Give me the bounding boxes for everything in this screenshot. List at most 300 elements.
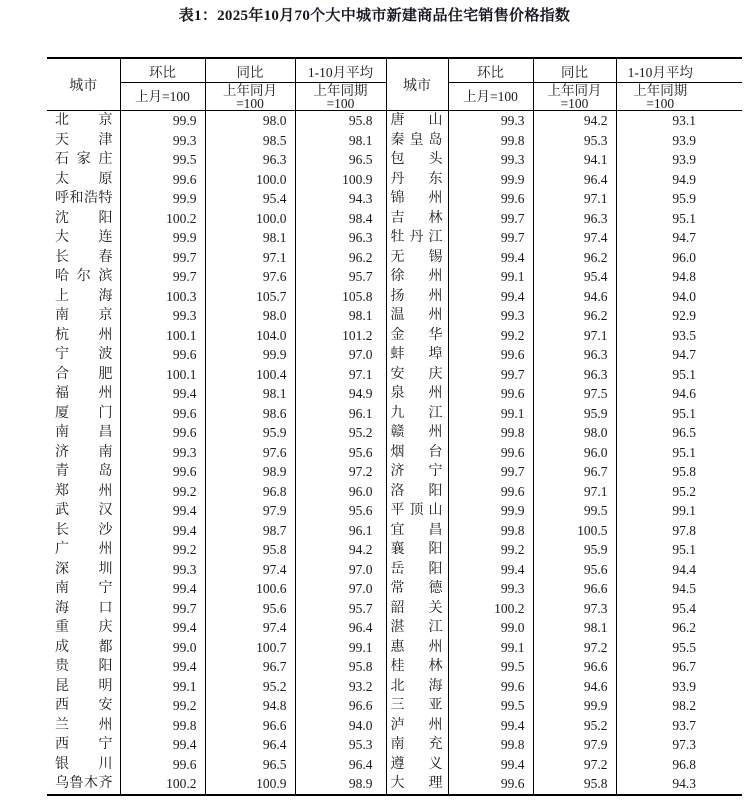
city-cell	[386, 209, 448, 229]
avg-value: 97.8	[672, 522, 696, 538]
city-name: 贵 阳	[55, 659, 113, 674]
mom-value: 99.4	[120, 657, 205, 677]
avg-base-line2: =100	[326, 95, 355, 111]
mom-value: 100.3	[120, 287, 205, 307]
avg-value: 93.5	[672, 327, 696, 343]
avg-value: 101.2	[295, 326, 386, 346]
mom-value: 99.4	[120, 579, 205, 599]
avg-value: 94.0	[672, 288, 696, 304]
avg-value: 96.1	[295, 404, 386, 424]
city-name: 大 连	[55, 230, 113, 245]
header-avg-base-left	[295, 83, 386, 111]
mom-value: 99.7	[448, 209, 533, 229]
avg-value: 96.7	[672, 659, 696, 674]
yoy-value: 98.9	[205, 462, 295, 482]
city-cell	[47, 443, 120, 463]
city-name: 宁 波	[55, 347, 113, 362]
city-cell	[47, 423, 120, 443]
yoy-value: 98.7	[205, 521, 295, 541]
table-row	[47, 345, 742, 365]
table-row	[47, 150, 742, 170]
avg-value: 95.3	[295, 735, 386, 755]
table-row	[47, 482, 742, 502]
yoy-value: 96.7	[533, 462, 616, 482]
city-cell	[386, 462, 448, 482]
avg-value: 96.2	[295, 248, 386, 268]
avg-value: 97.0	[295, 345, 386, 365]
yoy-base-line1: 上年同月	[223, 82, 277, 98]
avg-base-line1: 上年同期	[313, 82, 368, 98]
table-row	[47, 462, 742, 482]
mom-value: 99.7	[120, 248, 205, 268]
yoy-value: 94.8	[205, 696, 295, 716]
mom-value: 99.4	[120, 618, 205, 638]
mom-value: 99.8	[448, 423, 533, 443]
yoy-value: 100.5	[533, 521, 616, 541]
city-name: 湛 江	[390, 620, 443, 635]
avg-value: 96.6	[295, 696, 386, 716]
avg-value: 95.1	[672, 210, 696, 226]
yoy-value: 95.9	[533, 404, 616, 424]
city-cell	[47, 326, 120, 346]
city-name: 太 原	[55, 171, 113, 187]
mom-value: 99.7	[120, 267, 205, 287]
city-cell	[47, 404, 120, 424]
mom-value: 99.3	[120, 443, 205, 463]
mom-value: 99.1	[448, 404, 533, 424]
mom-value: 99.5	[448, 657, 533, 677]
city-cell	[386, 287, 448, 307]
city-cell	[386, 540, 448, 560]
yoy-value: 97.9	[533, 735, 616, 755]
avg-value: 95.7	[295, 267, 386, 287]
table-row	[47, 735, 742, 755]
avg-value: 98.9	[295, 774, 386, 795]
price-index-table-wrap	[47, 57, 742, 796]
yoy-value: 99.9	[533, 696, 616, 716]
yoy-value: 105.7	[205, 287, 295, 307]
city-cell	[47, 482, 120, 502]
city-name: 郑 州	[55, 483, 113, 499]
mom-value: 99.2	[448, 326, 533, 346]
city-cell	[47, 267, 120, 287]
mom-value: 99.5	[120, 150, 205, 170]
mom-value: 99.4	[120, 384, 205, 404]
mom-value: 99.9	[120, 189, 205, 209]
mom-value: 99.1	[448, 267, 533, 287]
yoy-value: 97.4	[205, 618, 295, 638]
city-name: 桂 林	[390, 659, 443, 674]
city-cell	[386, 267, 448, 287]
avg-value: 98.1	[295, 306, 386, 326]
price-index-table	[47, 57, 742, 796]
yoy-value: 96.4	[205, 735, 295, 755]
mom-value: 99.6	[120, 755, 205, 775]
avg-value: 98.1	[295, 131, 386, 151]
yoy-value: 95.2	[533, 716, 616, 736]
city-cell	[386, 482, 448, 502]
mom-value: 99.4	[448, 560, 533, 580]
city-cell	[386, 521, 448, 541]
city-cell	[47, 755, 120, 775]
city-name: 天 津	[55, 132, 113, 148]
city-name: 济 宁	[390, 464, 443, 479]
city-name: 兰 州	[55, 717, 113, 733]
mom-value: 100.1	[120, 365, 205, 385]
yoy-value: 97.3	[533, 599, 616, 619]
city-name: 石 家 庄	[55, 152, 113, 167]
city-cell	[386, 560, 448, 580]
city-cell	[386, 774, 448, 795]
city-name: 温 州	[390, 308, 443, 323]
table-row	[47, 696, 742, 716]
mom-value: 99.3	[448, 579, 533, 599]
table-row	[47, 267, 742, 287]
yoy-value: 95.8	[533, 774, 616, 795]
avg-base-line2: =100	[646, 95, 675, 111]
mom-value: 99.1	[448, 638, 533, 658]
header-mom-right: 环比	[448, 58, 533, 83]
city-name: 包 头	[390, 152, 443, 167]
city-cell	[47, 209, 120, 229]
mom-value: 99.6	[120, 345, 205, 365]
avg-value: 97.0	[295, 560, 386, 580]
mom-value: 99.6	[448, 189, 533, 209]
city-cell	[47, 540, 120, 560]
table-row	[47, 599, 742, 619]
table-row	[47, 326, 742, 346]
city-name: 昆 明	[55, 678, 113, 694]
yoy-value: 96.6	[205, 716, 295, 736]
city-name: 济 南	[55, 444, 113, 460]
avg-value: 94.3	[672, 776, 696, 791]
city-cell	[47, 248, 120, 268]
mom-value: 99.4	[448, 287, 533, 307]
avg-value: 95.4	[672, 600, 696, 616]
city-cell	[386, 423, 448, 443]
table-row	[47, 579, 742, 599]
city-name: 襄 阳	[390, 542, 443, 557]
city-name: 无 锡	[390, 249, 443, 265]
city-cell	[47, 696, 120, 716]
city-name: 南 宁	[55, 581, 113, 596]
city-name: 岳 阳	[390, 561, 443, 577]
avg-value: 97.3	[672, 737, 696, 752]
city-name: 金 华	[390, 327, 443, 343]
mom-value: 99.8	[448, 521, 533, 541]
mom-value: 99.7	[448, 462, 533, 482]
city-cell	[386, 189, 448, 209]
city-cell	[47, 111, 120, 131]
yoy-value: 95.4	[533, 267, 616, 287]
city-cell	[47, 170, 120, 190]
mom-value: 99.6	[120, 170, 205, 190]
city-cell	[386, 735, 448, 755]
mom-value: 99.4	[448, 248, 533, 268]
avg-value: 94.4	[672, 561, 696, 577]
mom-value: 99.9	[120, 111, 205, 131]
city-name: 丹 东	[390, 171, 443, 187]
yoy-base-line1: 上年同月	[547, 82, 602, 98]
mom-value: 99.8	[448, 131, 533, 151]
mom-value: 99.7	[448, 228, 533, 248]
mom-value: 99.2	[120, 696, 205, 716]
city-cell	[386, 618, 448, 638]
avg-value: 93.9	[672, 152, 696, 167]
mom-value: 99.2	[448, 540, 533, 560]
yoy-value: 98.6	[205, 404, 295, 424]
city-name: 安 庆	[390, 366, 443, 382]
city-name: 牡 丹 江	[390, 230, 443, 245]
yoy-value: 96.3	[533, 209, 616, 229]
yoy-value: 96.8	[205, 482, 295, 502]
mom-value: 99.2	[120, 540, 205, 560]
header-city-left: 城市	[47, 58, 120, 111]
mom-value: 100.1	[120, 326, 205, 346]
avg-value: 95.8	[295, 111, 386, 131]
mom-value: 99.9	[448, 170, 533, 190]
table-row	[47, 560, 742, 580]
city-cell	[47, 579, 120, 599]
city-name: 厦 门	[55, 405, 113, 421]
header-mom-left: 环比	[120, 58, 205, 83]
city-name: 三 亚	[390, 698, 443, 713]
mom-value: 99.8	[120, 716, 205, 736]
mom-value: 99.1	[120, 677, 205, 697]
yoy-value: 104.0	[205, 326, 295, 346]
yoy-value: 94.1	[533, 150, 616, 170]
table-row	[47, 404, 742, 424]
mom-value: 99.6	[448, 677, 533, 697]
city-name: 杭 州	[55, 327, 113, 343]
yoy-value: 97.1	[533, 482, 616, 502]
avg-value: 93.9	[672, 678, 696, 694]
avg-value: 96.8	[672, 756, 696, 772]
yoy-value: 100.4	[205, 365, 295, 385]
header-avg-right: 1-10月平均	[616, 58, 742, 83]
header-mom-base-left: 上月=100	[120, 83, 205, 111]
yoy-value: 96.6	[533, 657, 616, 677]
yoy-value: 96.4	[533, 170, 616, 190]
avg-value: 96.1	[295, 521, 386, 541]
city-name: 沈 阳	[55, 210, 113, 226]
avg-value: 94.5	[672, 581, 696, 596]
avg-value: 94.3	[295, 189, 386, 209]
mom-value: 99.6	[120, 404, 205, 424]
city-cell	[386, 326, 448, 346]
yoy-value: 96.3	[533, 365, 616, 385]
yoy-value: 100.9	[205, 774, 295, 795]
city-name: 南 昌	[55, 425, 113, 440]
city-name: 平 顶 山	[390, 503, 443, 518]
city-cell	[386, 365, 448, 385]
city-cell	[386, 306, 448, 326]
yoy-value: 95.6	[205, 599, 295, 619]
city-cell	[386, 638, 448, 658]
city-cell	[386, 345, 448, 365]
table-header	[47, 58, 742, 111]
city-name: 徐 州	[390, 269, 443, 284]
header-mom-base-right: 上月=100	[448, 83, 533, 111]
city-cell	[47, 384, 120, 404]
table-row	[47, 131, 742, 151]
city-cell	[386, 228, 448, 248]
table-row	[47, 540, 742, 560]
city-cell	[47, 599, 120, 619]
avg-value: 100.9	[295, 170, 386, 190]
avg-value: 96.0	[672, 249, 696, 265]
city-name: 洛 阳	[390, 483, 443, 499]
avg-value: 97.0	[295, 579, 386, 599]
yoy-value: 97.2	[533, 638, 616, 658]
yoy-value: 98.1	[533, 618, 616, 638]
yoy-value: 96.3	[205, 150, 295, 170]
city-cell	[47, 228, 120, 248]
city-name: 长 春	[55, 249, 113, 265]
table-row	[47, 209, 742, 229]
yoy-value: 95.9	[205, 423, 295, 443]
avg-value: 94.9	[672, 171, 696, 187]
city-cell	[47, 462, 120, 482]
avg-value: 94.7	[672, 347, 696, 362]
avg-value: 94.8	[672, 269, 696, 284]
city-cell	[47, 716, 120, 736]
yoy-value: 98.1	[205, 384, 295, 404]
avg-value: 93.9	[672, 132, 696, 148]
mom-value: 99.3	[120, 131, 205, 151]
city-name: 武 汉	[55, 503, 113, 518]
mom-value: 99.3	[448, 306, 533, 326]
city-cell	[386, 755, 448, 775]
avg-value: 95.1	[672, 405, 696, 421]
city-cell	[47, 521, 120, 541]
yoy-value: 99.9	[205, 345, 295, 365]
avg-value: 93.1	[672, 113, 696, 128]
table-row	[47, 657, 742, 677]
city-cell	[47, 150, 120, 170]
table-row	[47, 287, 742, 307]
city-cell	[47, 618, 120, 638]
avg-value: 95.8	[672, 464, 696, 479]
city-name: 成 都	[55, 639, 113, 655]
avg-value: 93.7	[672, 717, 696, 733]
avg-value: 98.4	[295, 209, 386, 229]
city-cell	[386, 677, 448, 697]
table-row	[47, 774, 742, 795]
avg-value: 96.4	[295, 755, 386, 775]
city-name: 哈 尔 滨	[55, 269, 113, 284]
avg-value: 96.5	[295, 150, 386, 170]
avg-value: 98.2	[672, 698, 696, 713]
avg-value: 97.1	[295, 365, 386, 385]
mom-value: 99.0	[448, 618, 533, 638]
table-row	[47, 306, 742, 326]
city-cell	[47, 677, 120, 697]
yoy-value: 97.6	[205, 267, 295, 287]
city-name: 福 州	[55, 386, 113, 401]
city-cell	[386, 111, 448, 131]
table-row	[47, 384, 742, 404]
city-cell	[47, 345, 120, 365]
city-name: 吉 林	[390, 210, 443, 226]
city-cell	[47, 638, 120, 658]
avg-value: 105.8	[295, 287, 386, 307]
table-row	[47, 638, 742, 658]
city-cell	[386, 384, 448, 404]
header-yoy-base-left	[205, 83, 295, 111]
city-cell	[386, 599, 448, 619]
city-name: 宜 昌	[390, 522, 443, 538]
city-name: 呼 和 浩 特	[55, 191, 113, 206]
yoy-value: 94.6	[533, 677, 616, 697]
city-name: 南 京	[55, 308, 113, 323]
table-row	[47, 111, 742, 131]
yoy-value: 100.0	[205, 209, 295, 229]
yoy-value: 98.5	[205, 131, 295, 151]
mom-value: 99.4	[448, 755, 533, 775]
yoy-value: 96.5	[205, 755, 295, 775]
avg-value: 95.5	[672, 639, 696, 655]
city-cell	[47, 365, 120, 385]
avg-value: 96.3	[295, 228, 386, 248]
table-row	[47, 716, 742, 736]
city-name: 长 沙	[55, 522, 113, 538]
city-cell	[386, 579, 448, 599]
city-cell	[47, 735, 120, 755]
mom-value: 99.9	[120, 228, 205, 248]
mom-value: 99.4	[120, 521, 205, 541]
yoy-value: 97.1	[533, 189, 616, 209]
yoy-value: 96.6	[533, 579, 616, 599]
city-name: 锦 州	[390, 191, 443, 206]
avg-value: 97.2	[295, 462, 386, 482]
mom-value: 99.7	[448, 365, 533, 385]
mom-value: 99.7	[120, 599, 205, 619]
avg-value: 92.9	[672, 308, 696, 323]
yoy-value: 94.2	[533, 111, 616, 131]
city-cell	[386, 248, 448, 268]
city-cell	[47, 189, 120, 209]
mom-value: 100.2	[120, 209, 205, 229]
avg-value: 95.1	[672, 542, 696, 557]
avg-value: 96.4	[295, 618, 386, 638]
mom-value: 99.5	[448, 696, 533, 716]
city-cell	[386, 443, 448, 463]
city-cell	[47, 560, 120, 580]
city-name: 惠 州	[390, 639, 443, 655]
yoy-base-line2: =100	[236, 95, 264, 111]
city-name: 乌 鲁 木 齐	[55, 776, 113, 791]
avg-value: 94.9	[295, 384, 386, 404]
city-name: 北 京	[55, 113, 113, 128]
table-row	[47, 618, 742, 638]
yoy-value: 98.0	[205, 306, 295, 326]
city-cell	[386, 657, 448, 677]
yoy-value: 96.0	[533, 443, 616, 463]
city-name: 深 圳	[55, 561, 113, 577]
avg-value: 96.2	[672, 620, 696, 635]
avg-value: 99.1	[295, 638, 386, 658]
mom-value: 99.4	[120, 501, 205, 521]
city-name: 韶 关	[390, 600, 443, 616]
city-cell	[386, 696, 448, 716]
avg-value: 95.6	[295, 501, 386, 521]
mom-value: 100.2	[120, 774, 205, 795]
table-row	[47, 248, 742, 268]
yoy-value: 97.5	[533, 384, 616, 404]
yoy-value: 95.8	[205, 540, 295, 560]
yoy-value: 97.4	[205, 560, 295, 580]
